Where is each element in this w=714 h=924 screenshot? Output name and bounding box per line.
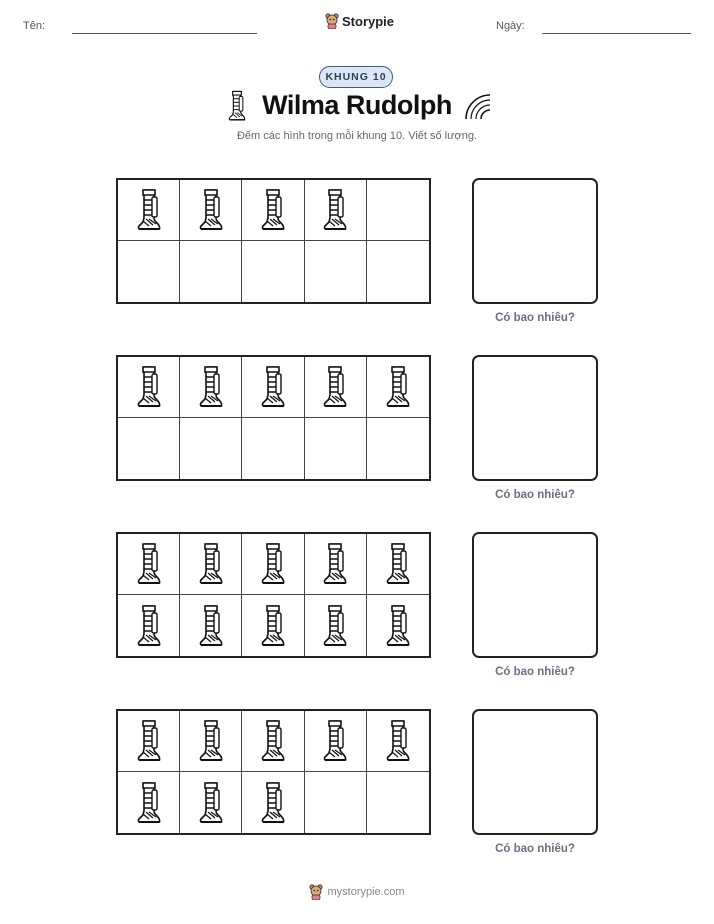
leg-brace-icon bbox=[261, 604, 285, 648]
frame-cell bbox=[242, 595, 304, 656]
frame-cell bbox=[305, 534, 367, 595]
leg-brace-icon bbox=[386, 542, 410, 586]
frame-cell bbox=[242, 534, 304, 595]
leg-brace-icon bbox=[199, 781, 223, 825]
brand-name: Storypie bbox=[342, 13, 395, 29]
brand-logo bbox=[325, 13, 394, 29]
frame-cell bbox=[305, 241, 367, 302]
leg-brace-icon bbox=[323, 719, 347, 763]
frame-cell bbox=[118, 711, 180, 772]
frame-cell bbox=[242, 711, 304, 772]
leg-brace-icon bbox=[323, 604, 347, 648]
footer-url: mystorypie.com bbox=[327, 886, 405, 898]
name-field-line[interactable] bbox=[72, 33, 257, 34]
frame-cell bbox=[305, 711, 367, 772]
leg-brace-icon bbox=[261, 781, 285, 825]
date-label: Ngày: bbox=[496, 20, 525, 32]
frame-cell bbox=[305, 180, 367, 241]
answer-box-4[interactable] bbox=[472, 709, 598, 835]
ten-frame-3 bbox=[116, 532, 431, 658]
frame-cell bbox=[118, 772, 180, 833]
frame-cell bbox=[118, 357, 180, 418]
frame-cell bbox=[180, 241, 242, 302]
footer bbox=[0, 884, 714, 900]
answer-box-2[interactable] bbox=[472, 355, 598, 481]
leg-brace-icon bbox=[386, 604, 410, 648]
leg-brace-icon bbox=[199, 188, 223, 232]
leg-brace-icon bbox=[323, 542, 347, 586]
frame-cell bbox=[242, 772, 304, 833]
frame-cell bbox=[367, 241, 429, 302]
leg-brace-icon bbox=[137, 604, 161, 648]
frame-cell bbox=[367, 418, 429, 479]
ten-frame-1 bbox=[116, 178, 431, 304]
frame-cell bbox=[118, 241, 180, 302]
frame-cell bbox=[180, 180, 242, 241]
frame-cell bbox=[180, 595, 242, 656]
frame-cell bbox=[305, 772, 367, 833]
leg-brace-icon bbox=[137, 188, 161, 232]
leg-brace-icon bbox=[323, 365, 347, 409]
frame-cell bbox=[118, 180, 180, 241]
question-label-2: Có bao nhiêu? bbox=[495, 489, 575, 501]
leg-brace-icon bbox=[386, 719, 410, 763]
frame-cell bbox=[180, 534, 242, 595]
leg-brace-icon bbox=[137, 719, 161, 763]
leg-brace-icon bbox=[137, 365, 161, 409]
question-label-1: Có bao nhiêu? bbox=[495, 312, 575, 324]
answer-box-1[interactable] bbox=[472, 178, 598, 304]
date-field-line[interactable] bbox=[542, 33, 691, 34]
leg-brace-icon bbox=[386, 365, 410, 409]
frame-cell bbox=[118, 595, 180, 656]
frame-cell bbox=[305, 595, 367, 656]
frame-cell bbox=[242, 418, 304, 479]
running-track-icon bbox=[462, 91, 492, 121]
leg-brace-icon bbox=[261, 365, 285, 409]
leg-brace-icon bbox=[137, 542, 161, 586]
leg-brace-icon bbox=[261, 542, 285, 586]
ten-frame-2 bbox=[116, 355, 431, 481]
frame-cell bbox=[367, 180, 429, 241]
ten-frame-badge: KHUNG 10 bbox=[319, 66, 393, 88]
leg-brace-icon bbox=[199, 542, 223, 586]
question-label-4: Có bao nhiêu? bbox=[495, 843, 575, 855]
frame-cell bbox=[242, 241, 304, 302]
bear-mascot-icon bbox=[309, 884, 323, 900]
bear-mascot-icon bbox=[325, 13, 339, 29]
question-label-3: Có bao nhiêu? bbox=[495, 666, 575, 678]
leg-brace-icon bbox=[199, 719, 223, 763]
frame-cell bbox=[367, 534, 429, 595]
frame-cell bbox=[180, 711, 242, 772]
frame-cell bbox=[305, 418, 367, 479]
ten-frame-4 bbox=[116, 709, 431, 835]
answer-box-3[interactable] bbox=[472, 532, 598, 658]
frame-cell bbox=[242, 180, 304, 241]
frame-cell bbox=[367, 711, 429, 772]
frame-cell bbox=[118, 534, 180, 595]
page-title: Wilma Rudolph bbox=[262, 90, 452, 120]
leg-brace-icon bbox=[261, 719, 285, 763]
frame-cell bbox=[367, 357, 429, 418]
frame-cell bbox=[367, 595, 429, 656]
frame-cell bbox=[118, 418, 180, 479]
leg-brace-icon bbox=[199, 604, 223, 648]
name-label: Tên: bbox=[23, 20, 46, 32]
frame-cell bbox=[367, 772, 429, 833]
frame-cell bbox=[180, 357, 242, 418]
leg-brace-icon bbox=[137, 781, 161, 825]
leg-brace-icon bbox=[261, 188, 285, 232]
leg-brace-icon bbox=[199, 365, 223, 409]
leg-brace-icon bbox=[323, 188, 347, 232]
frame-cell bbox=[180, 772, 242, 833]
frame-cell bbox=[180, 418, 242, 479]
instructions: Đếm các hình trong mỗi khung 10. Viết số lượng. bbox=[236, 130, 477, 142]
frame-cell bbox=[305, 357, 367, 418]
frame-cell bbox=[242, 357, 304, 418]
